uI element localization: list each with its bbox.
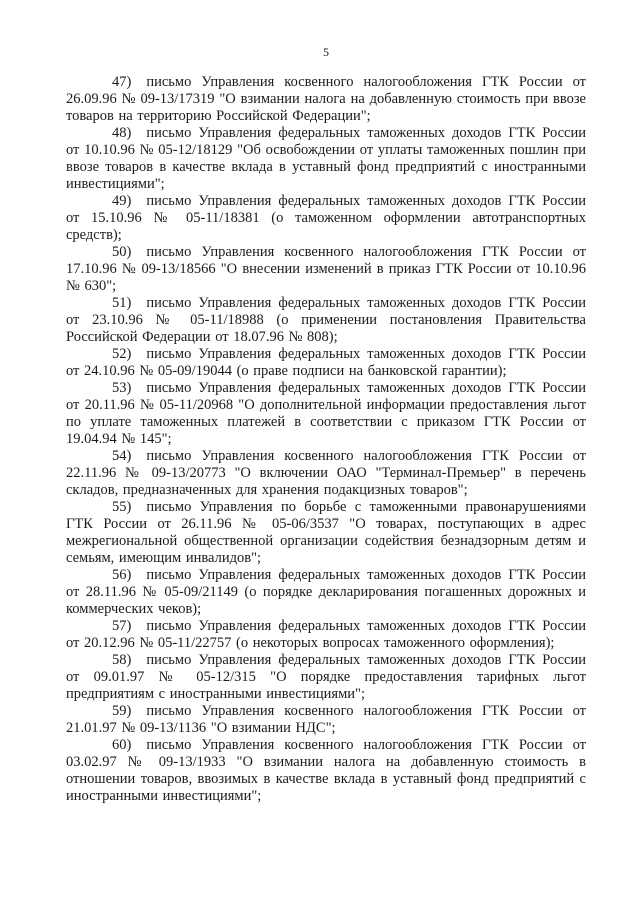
item-number: 56) — [112, 567, 132, 583]
item-number: 48) — [112, 125, 132, 141]
item-number: 59) — [112, 703, 132, 719]
item-number: 54) — [112, 448, 132, 464]
item-text: письмо Управления федеральных таможенных доходов ГТК России от 15.10.96 № 05-11/18381 (о таможенном оформлении автотранспортных средств); — [66, 193, 586, 243]
item-text: письмо Управления косвенного налогообложения ГТК России от 21.01.97 № 09-13/1136 "О взимании НДС"; — [66, 703, 586, 736]
item-number: 53) — [112, 380, 132, 396]
list-item — [66, 448, 586, 499]
page-number: 5 — [323, 45, 329, 59]
item-text: письмо Управления федеральных таможенных доходов ГТК России от 09.01.97 № 05-12/315 "О порядке предоставления тарифных льгот предприятиям с иностранными инвестициями"; — [66, 652, 586, 702]
item-number: 60) — [112, 737, 132, 753]
item-text: письмо Управления федеральных таможенных доходов ГТК России от 28.11.96 № 05-09/21149 (о порядке декларирования погашенных дорожных и коммерческих чеков); — [66, 567, 586, 617]
item-number: 55) — [112, 499, 132, 515]
item-text: письмо Управления косвенного налогообложения ГТК России от 26.09.96 № 09-13/17319 "О взимании налога на добавленную стоимость при ввозе товаров на территорию Российской Федерации"; — [66, 74, 586, 124]
list-item — [66, 193, 586, 244]
item-text: письмо Управления федеральных таможенных доходов ГТК России от 23.10.96 № 05-11/18988 (о применении постановления Правительства Российской Федерации от 18.07.96 № 808); — [66, 295, 586, 345]
item-text: письмо Управления косвенного налогообложения ГТК России от 03.02.97 № 09-13/1933 "О взимании налога на добавленную стоимость в отношении товаров, ввозимых в качестве вклада в уставный фонд предприятий с иностранными инвестициями"; — [66, 737, 586, 804]
list-item — [66, 618, 586, 652]
list-item — [66, 74, 586, 125]
list-item — [66, 125, 586, 193]
item-number: 50) — [112, 244, 132, 260]
document-body — [66, 74, 586, 805]
item-number: 47) — [112, 74, 132, 90]
item-number: 58) — [112, 652, 132, 668]
list-item — [66, 346, 586, 380]
item-number: 49) — [112, 193, 132, 209]
list-item — [66, 380, 586, 448]
item-text: письмо Управления косвенного налогообложения ГТК России от 17.10.96 № 09-13/18566 "О внесении изменений в приказ ГТК России от 10.10.96 № 630"; — [66, 244, 586, 294]
item-number: 52) — [112, 346, 132, 362]
item-number: 51) — [112, 295, 132, 311]
list-item — [66, 567, 586, 618]
item-text: письмо Управления федеральных таможенных доходов ГТК России от 20.12.96 № 05-11/22757 (о некоторых вопросах таможенного оформления); — [66, 618, 586, 651]
item-text: письмо Управления федеральных таможенных доходов ГТК России от 20.11.96 № 05-11/20968 "О дополнительной информации предоставления льгот по уплате таможенных платежей в соответствии с приказом ГТК России от 19.04.94 № 145"; — [66, 380, 586, 447]
list-item — [66, 737, 586, 805]
item-number: 57) — [112, 618, 132, 634]
list-item — [66, 703, 586, 737]
item-text: письмо Управления по борьбе с таможенными правонарушениями ГТК России от 26.11.96 № 05-06/3537 "О товарах, поступающих в адрес межрегиональной общественной организации содействия безнадзорным детям и семьям, имеющим инвалидов"; — [66, 499, 586, 566]
item-text: письмо Управления федеральных таможенных доходов ГТК России от 10.10.96 № 05-12/18129 "Об освобождении от уплаты таможенных пошлин при ввозе товаров в качестве вклада в уставный фонд предприятий с иностранными инвестициями"; — [66, 125, 586, 192]
item-text: письмо Управления федеральных таможенных доходов ГТК России от 24.10.96 № 05-09/19044 (о праве подписи на банковской гарантии); — [66, 346, 586, 379]
list-item — [66, 244, 586, 295]
list-item — [66, 652, 586, 703]
list-item — [66, 295, 586, 346]
item-text: письмо Управления косвенного налогообложения ГТК России от 22.11.96 № 09-13/20773 "О включении ОАО "Терминал-Премьер" в перечень складов, предназначенных для хранения подакцизных товаров"; — [66, 448, 586, 498]
list-item — [66, 499, 586, 567]
